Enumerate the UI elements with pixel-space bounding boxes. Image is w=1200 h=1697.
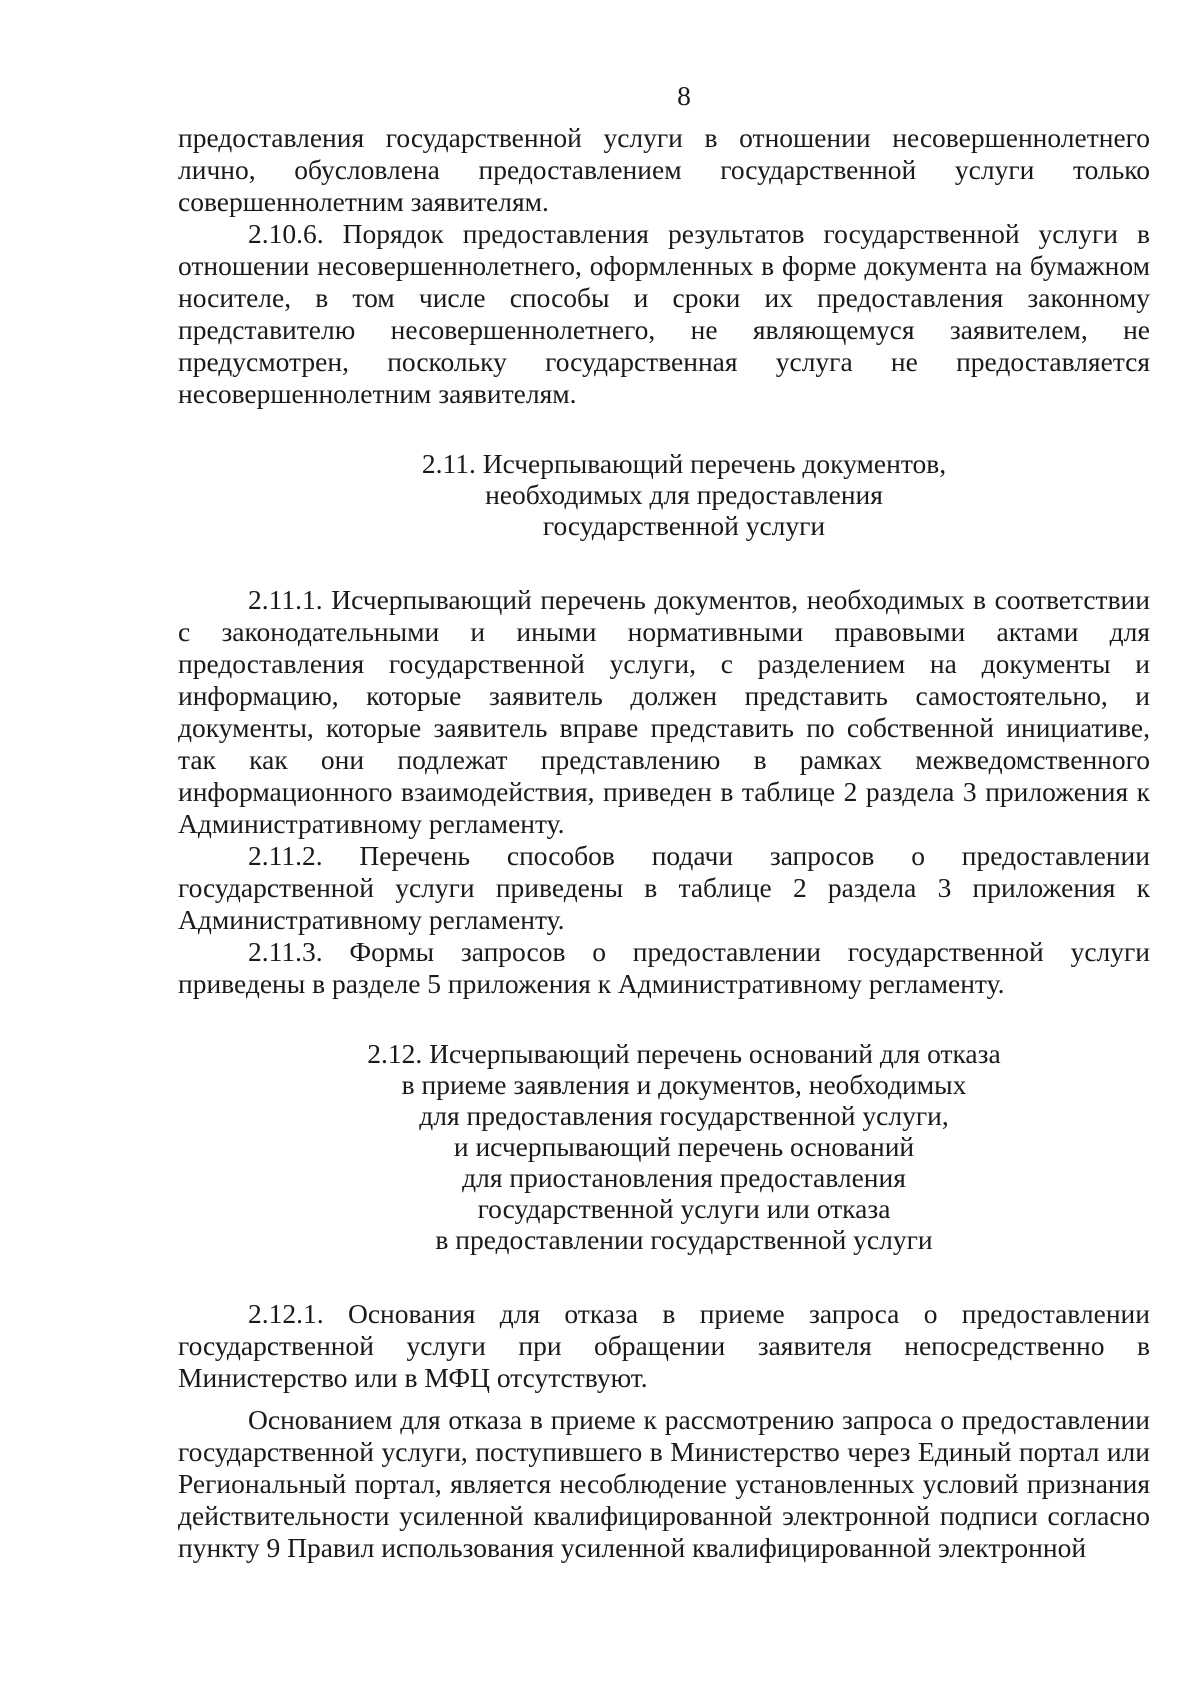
paragraph-continuation: предоставления государственной услуги в отношении несовершеннолетнего лично, обусловлена предоставлением государственной услуги только совершеннолетним заявителям. [178,122,1150,217]
section-heading-2-12: 2.12. Исчерпывающий перечень оснований для отказа в приеме заявления и документов, необходимых для предоставления государственной услуги, и исчерпывающий перечень оснований для приостановления предоставления государственной услуги или отказа в предоставлении государственной услуги [367,1038,1001,1255]
paragraph-2-11-1: 2.11.1. Исчерпывающий перечень документов, необходимых в соответствии с законодательными и иными нормативными правовыми актами для предоставления государственной услуги, с разделением на документы и информацию, которые заявитель должен представить самостоятельно, и документы, которые заявитель вправе представить по собственной инициативе, так как они подлежат представлению в рамках межведомственного информационного взаимодействия, приведен в таблице 2 раздела 3 приложения к Административному регламенту. [178,584,1150,839]
paragraph-2-11-2: 2.11.2. Перечень способов подачи запросов о предоставлении государственной услуги приведены в таблице 2 раздела 3 приложения к Административному регламенту. [178,840,1150,935]
paragraph-refusal-grounds: Основанием для отказа в приеме к рассмотрению запроса о предоставлении государственной услуги, поступившего в Министерство через Единый портал или Региональный портал, является несоблюдение установленных условий признания действительности усиленной квалифицированной электронной подписи согласно пункту 9 Правил использования усиленной квалифицированной электронной [178,1404,1150,1563]
paragraph-2-10-6: 2.10.6. Порядок предоставления результатов государственной услуги в отношении несовершеннолетнего, оформленных в форме документа на бумажном носителе, в том числе способы и сроки их предоставления законному представителю несовершеннолетнего, не являющемуся заявителем, не предусмотрен, поскольку государственная услуга не предоставляется несовершеннолетним заявителям. [178,218,1150,409]
paragraph-2-12-1: 2.12.1. Основания для отказа в приеме запроса о предоставлении государственной услуги при обращении заявителя непосредственно в Министерство или в МФЦ отсутствуют. [178,1298,1150,1393]
page-number: 8 [677,80,691,111]
paragraph-2-11-3: 2.11.3. Формы запросов о предоставлении государственной услуги приведены в разделе 5 приложения к Административному регламенту. [178,936,1150,999]
document-page [178,80,1150,1564]
section-heading-2-11: 2.11. Исчерпывающий перечень документов, необходимых для предоставления государственной услуги [421,448,947,541]
